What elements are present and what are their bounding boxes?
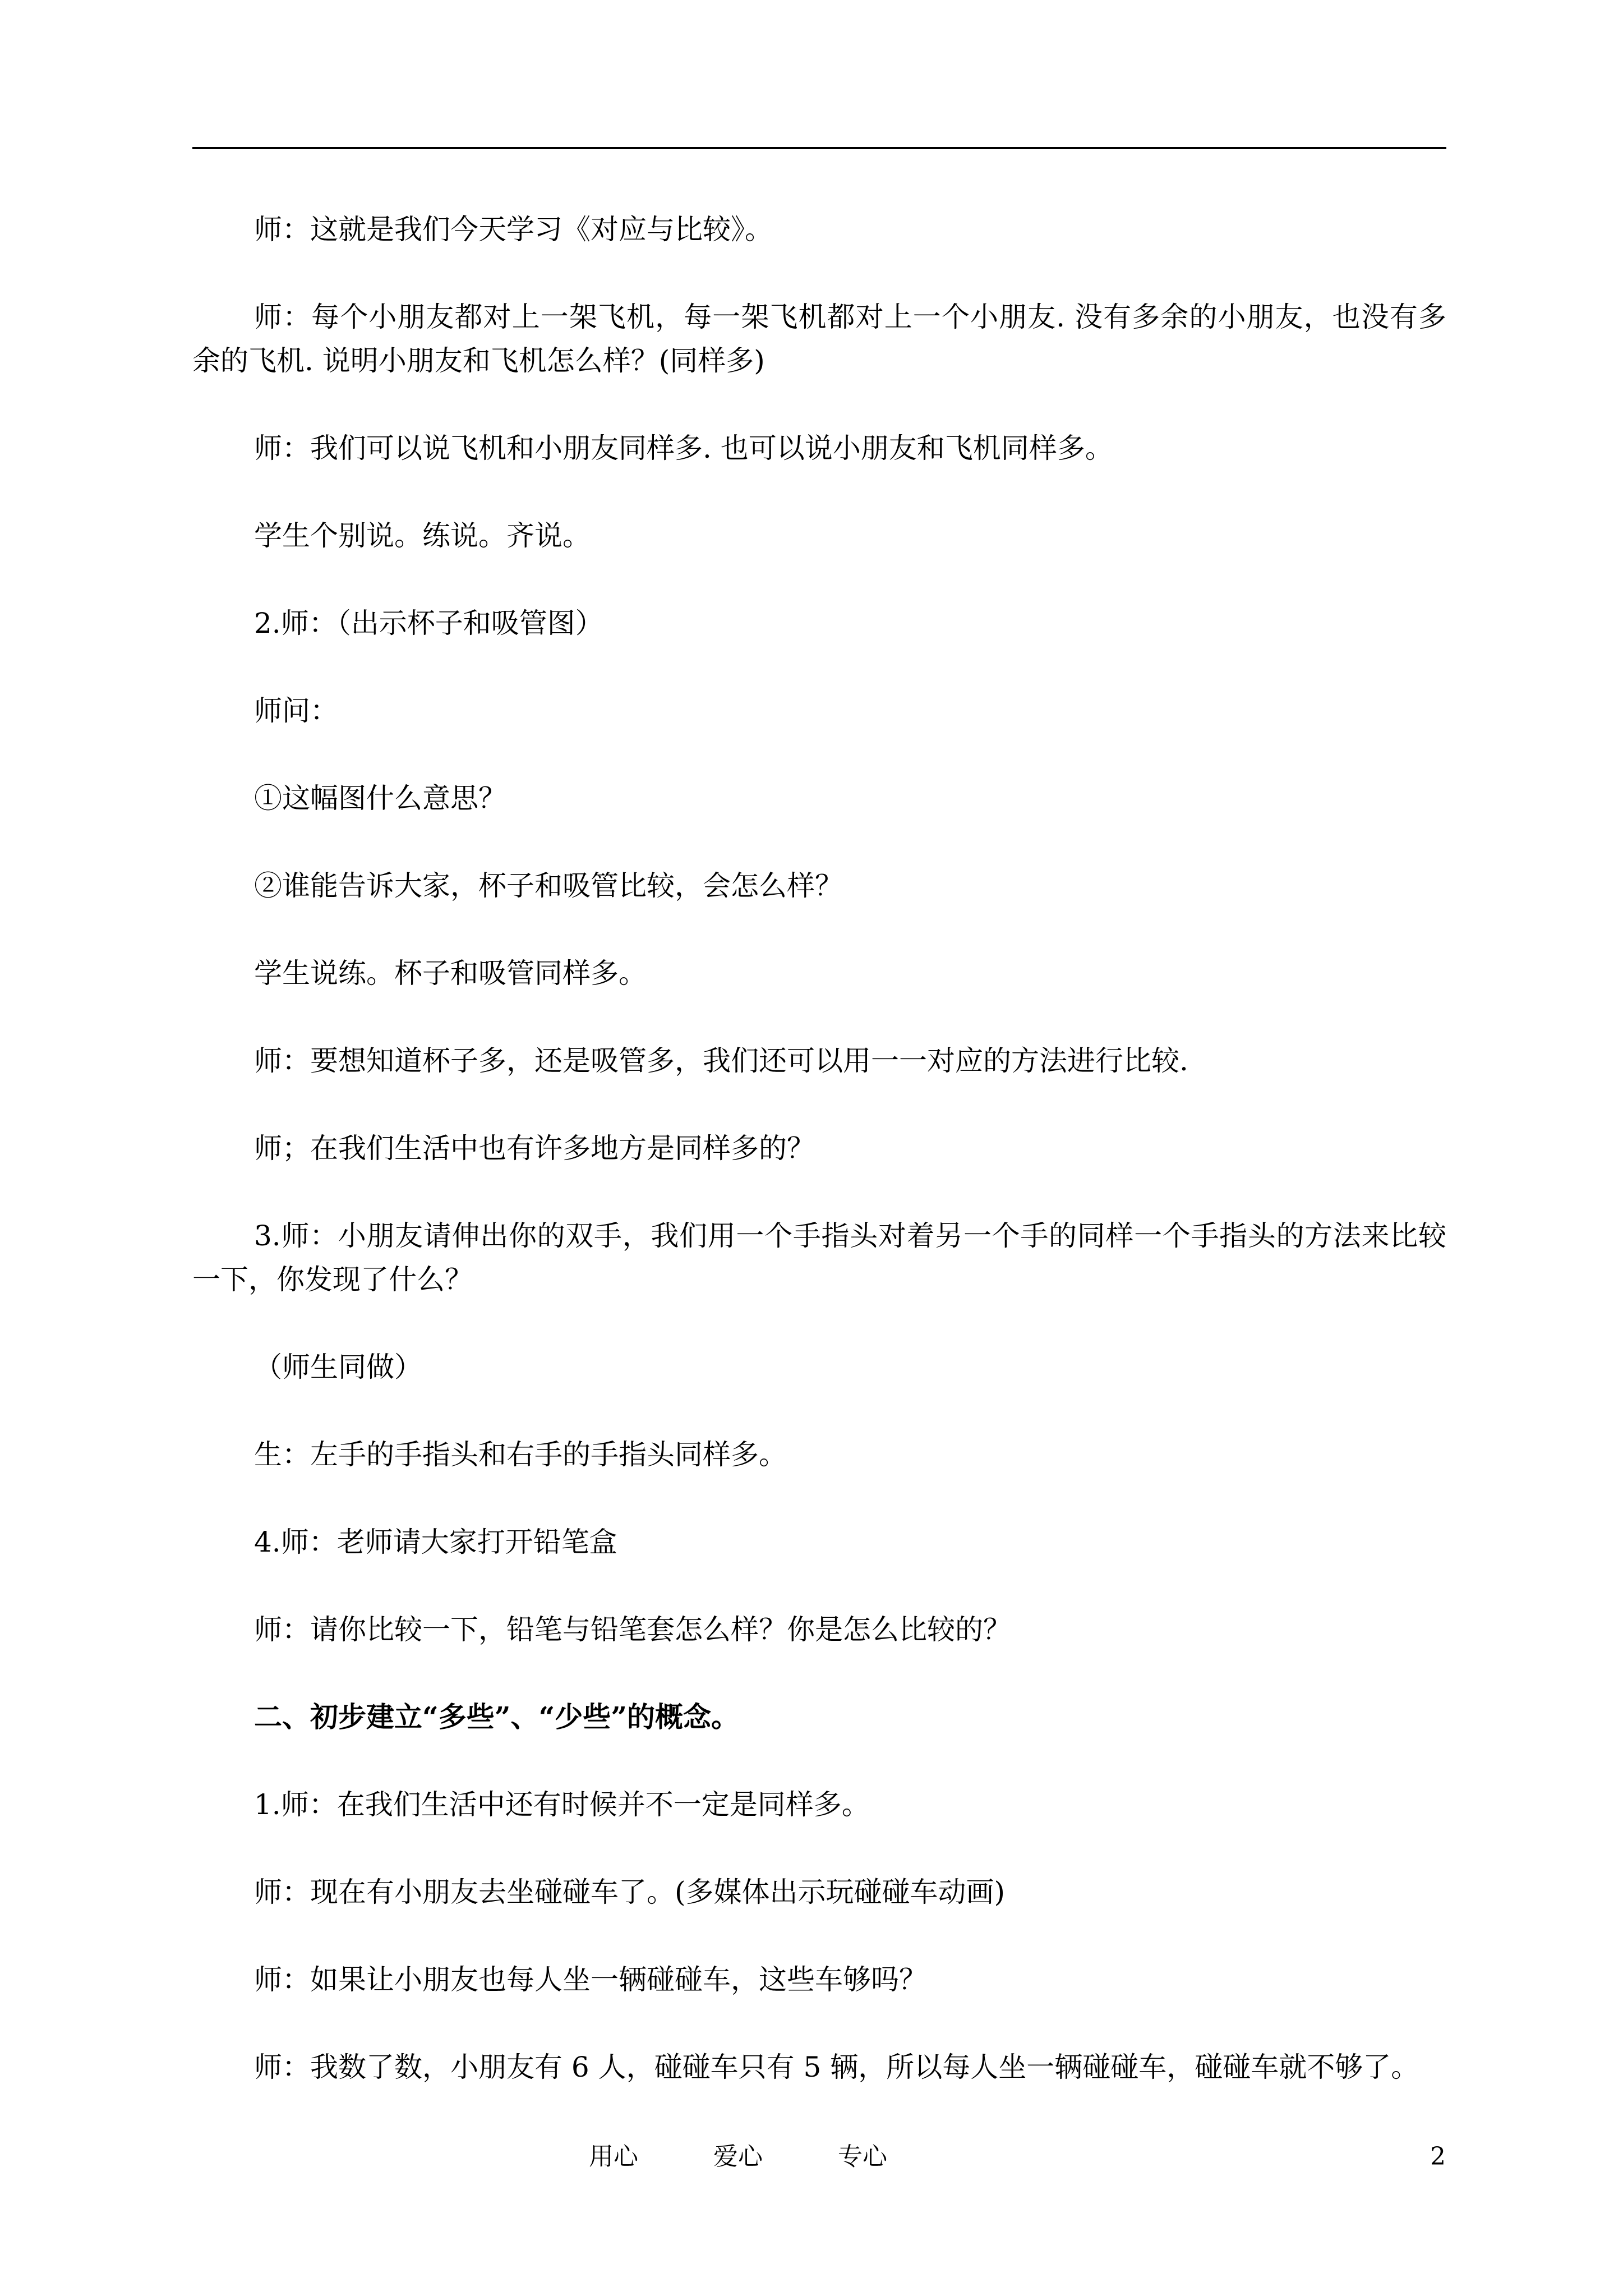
paragraph: 生：左手的手指头和右手的手指头同样多。 [254,1438,787,1471]
paragraph: 4.师：老师请大家打开铅笔盒 [254,1526,617,1558]
paragraph: ②谁能告诉大家，杯子和吸管比较，会怎么样？ [254,869,843,902]
paragraph: ①这幅图什么意思？ [254,782,506,815]
footer-motto [589,2140,955,2174]
footer-word: 用心 [589,2142,638,2171]
section-heading: 二、初步建立“多些”、“少些”的概念。 [254,1700,740,1733]
paragraph: 师：我们可以说飞机和小朋友同样多. 也可以说小朋友和飞机同样多。 [254,432,1113,464]
paragraph: 2.师：（出示杯子和吸管图） [254,607,603,639]
paragraph: 师：这就是我们今天学习《对应与比较》。 [254,213,773,246]
page-number: 2 [1430,2142,1446,2171]
paragraph: 师问： [254,694,338,727]
paragraph: （师生同做） [254,1351,422,1383]
paragraph: 师：现在有小朋友去坐碰碰车了。(多媒体出示玩碰碰车动画) [254,1876,1006,1908]
paragraph: 师：我数了数，小朋友有 6 人，碰碰车只有 5 辆，所以每人坐一辆碰碰车，碰碰车就不够了。 [254,2051,1419,2083]
paragraph: 师：要想知道杯子多，还是吸管多，我们还可以用一一对应的方法进行比较. [254,1045,1188,1077]
paragraph: 3.师：小朋友请伸出你的双手，我们用一个手指头对着另一个手的同样一个手指头的方法来比较一下，你发现了什么？ [192,1220,1446,1296]
paragraph: 师：每个小朋友都对上一架飞机，每一架飞机都对上一个小朋友. 没有多余的小朋友，也没有多余的飞机. 说明小朋友和飞机怎么样？(同样多) [192,301,1446,377]
document-body [192,208,1446,2133]
paragraph: 师；在我们生活中也有许多地方是同样多的？ [254,1132,815,1165]
paragraph: 师：请你比较一下，铅笔与铅笔套怎么样？你是怎么比较的？ [254,1613,1011,1646]
footer-word: 专心 [838,2142,887,2171]
header-rule [192,147,1446,149]
paragraph: 学生说练。杯子和吸管同样多。 [254,957,647,990]
paragraph: 学生个别说。练说。齐说。 [254,519,591,552]
paragraph: 师：如果让小朋友也每人坐一辆碰碰车，这些车够吗？ [254,1963,927,1996]
paragraph: 1.师：在我们生活中还有时候并不一定是同样多。 [254,1788,870,1821]
footer-word: 爱心 [713,2142,763,2171]
